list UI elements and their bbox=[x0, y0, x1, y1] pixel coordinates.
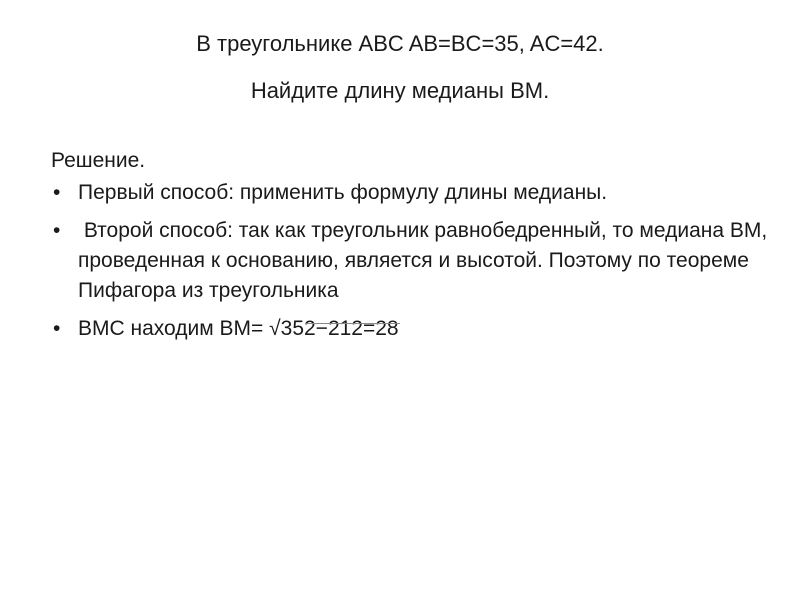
bullet-icon: • bbox=[53, 317, 61, 340]
divider-line bbox=[305, 323, 400, 324]
list-item bbox=[51, 216, 774, 306]
problem-statement-line-1: В треугольнике ABC AB=BC=35, AC=42. bbox=[196, 31, 604, 56]
list-item-text: BMC находим BM= √352−212=28 bbox=[78, 317, 399, 340]
list-item-text: Первый способ: применить формулу длины медианы. bbox=[78, 181, 608, 204]
solution-section bbox=[51, 146, 774, 352]
solution-list bbox=[51, 178, 774, 344]
list-item bbox=[51, 178, 771, 208]
bullet-icon: • bbox=[53, 181, 61, 204]
solution-heading: Решение. bbox=[51, 149, 146, 172]
list-item bbox=[51, 314, 771, 344]
problem-statement-line-2: Найдите длину медианы BM. bbox=[250, 78, 550, 103]
bullet-icon: • bbox=[53, 219, 61, 242]
list-item-text: Второй способ: так как треугольник равнобедренный, то медиана BM, проведенная к основанию, является и высотой. Поэтому по теореме Пифагора из треугольника bbox=[78, 219, 774, 302]
